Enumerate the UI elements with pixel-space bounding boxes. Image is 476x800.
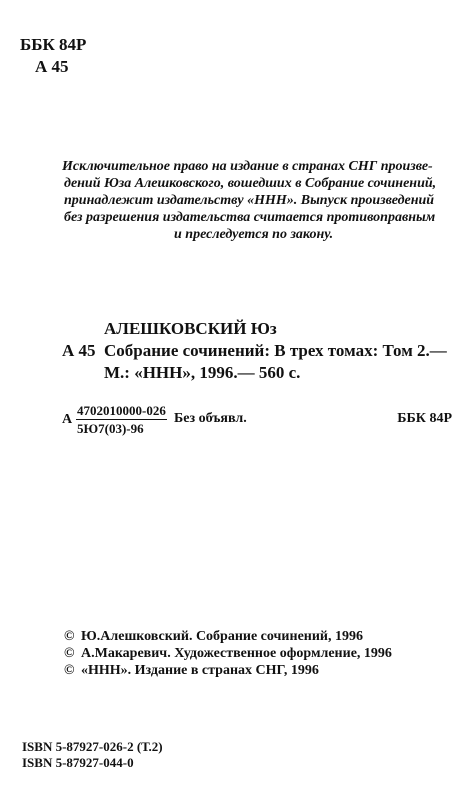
classification-block [20,34,86,78]
rights-notice-line: дений Юза Алешковского, вошедших в Собрание сочинений, [64,176,437,191]
rights-notice-line: без разрешения издательства считается противоправным [64,210,436,225]
rights-notice-line: и преследуется по закону. [174,227,334,242]
rights-notice-line: Исключительное право на издание в странах СНГ произве- [62,159,433,174]
bibliographic-entry [62,318,462,384]
author-sign: А 45 [35,57,69,76]
code-fraction [76,402,167,437]
isbn-line: ISBN 5-87927-044-0 [22,755,134,770]
copyright-icon: © [64,646,75,661]
copyright-block [64,628,392,679]
copyright-line [64,645,392,662]
copyright-line [64,662,392,679]
entry-imprint: М.: «ННН», 1996.— 560 с. [104,363,301,382]
code-denominator: 5Ю7(03)-96 [77,421,144,436]
catalog-code [62,402,458,442]
code-prefix: А [62,412,73,427]
copyright-text: А.Макаревич. Художественное оформление, 1996 [81,646,392,661]
code-numerator: 4702010000-026 [77,403,166,418]
entry-title: Собрание сочинений: В трех томах: Том 2.— [104,341,447,360]
bbk-index: ББК 84Р [20,35,87,54]
copyright-icon: © [64,663,75,678]
entry-author: АЛЕШКОВСКИЙ Юз [104,319,277,338]
isbn-block [22,739,163,771]
copyright-line [64,628,392,645]
code-bbk: ББК 84Р [397,411,452,426]
entry-sign: А 45 [62,341,96,360]
price-note: Без объявл. [174,411,247,426]
isbn-line: ISBN 5-87927-026-2 (Т.2) [22,739,163,754]
copyright-icon: © [64,629,75,644]
rights-notice [62,158,452,243]
rights-notice-line: принадлежит издательству «ННН». Выпуск произведений [64,193,435,208]
copyright-text: «ННН». Издание в странах СНГ, 1996 [81,663,319,678]
entry-title-row [62,340,462,362]
copyright-text: Ю.Алешковский. Собрание сочинений, 1996 [81,629,363,644]
